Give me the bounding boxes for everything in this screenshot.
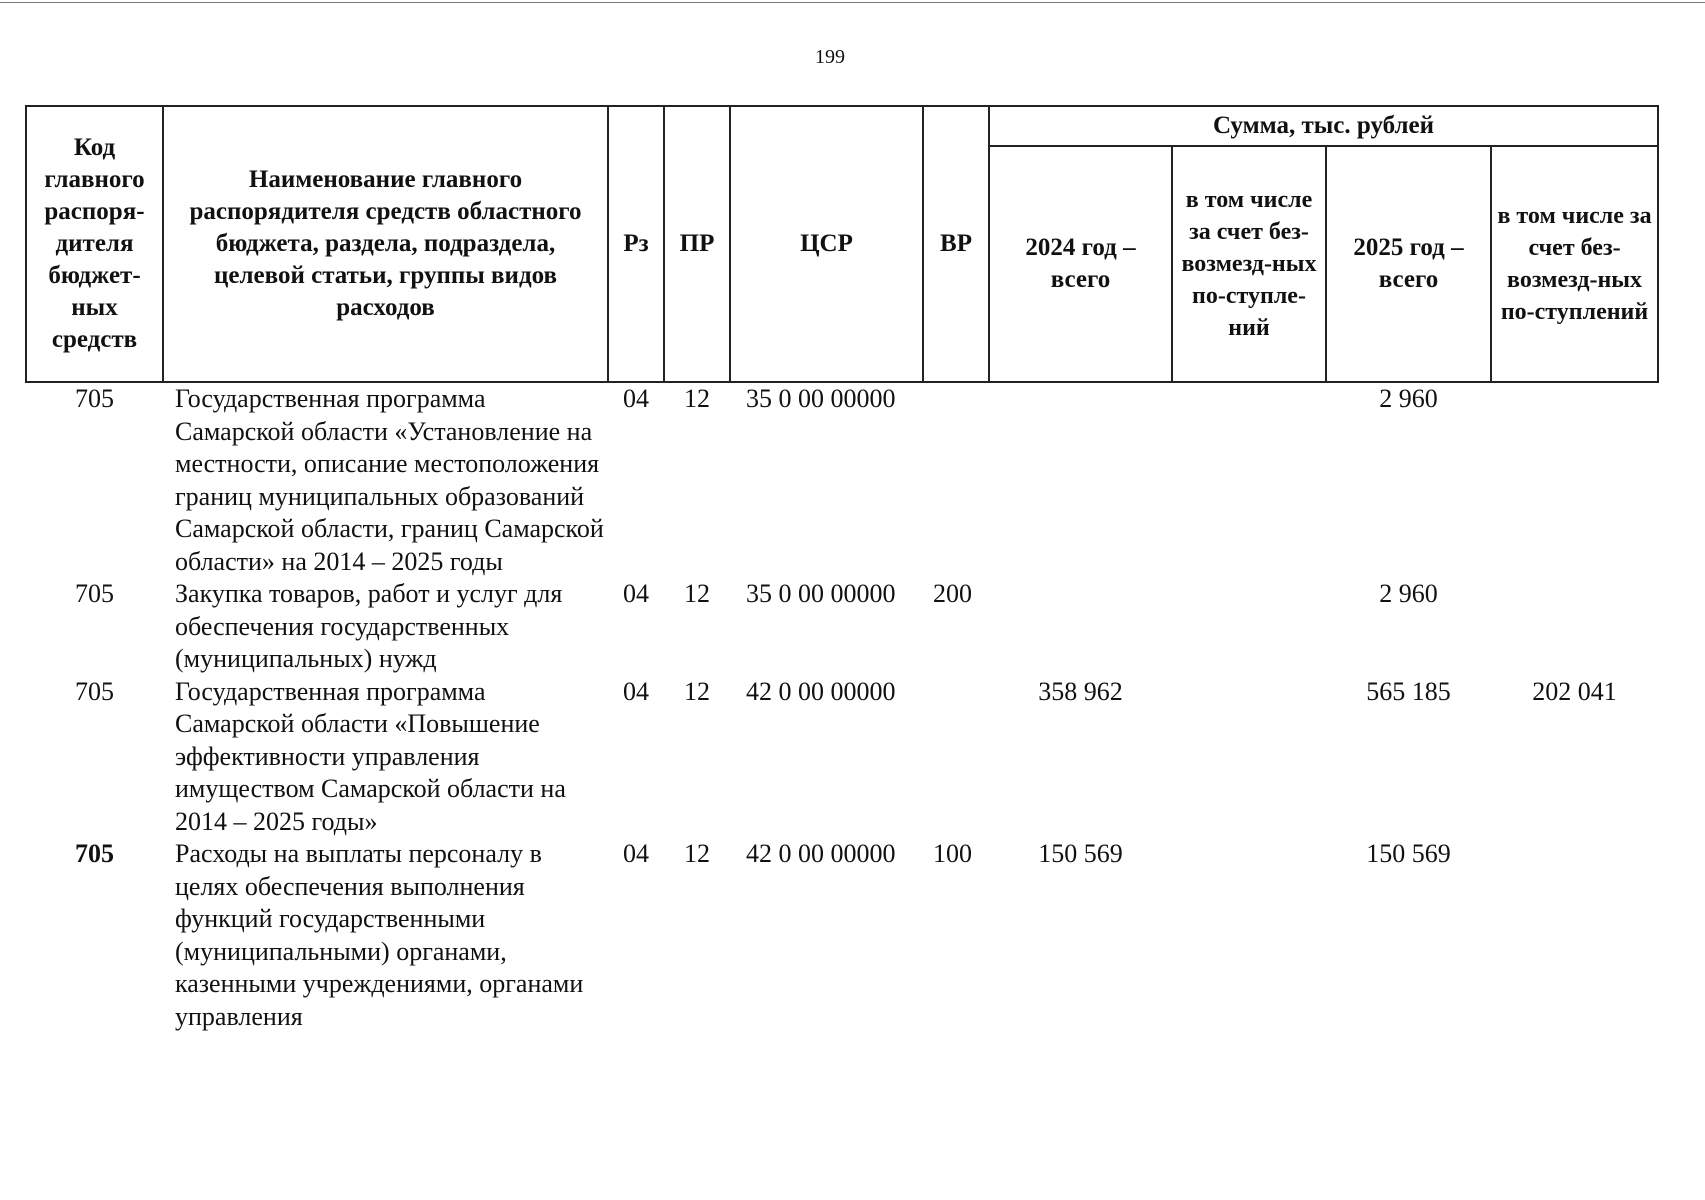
header-2025-total: 2025 год – всего [1326,146,1491,382]
page-number: 199 [815,46,845,68]
cell-2025-total: 2 960 [1379,579,1438,608]
cell-pr: 12 [684,676,710,706]
header-sum-group: Сумма, тыс. рублей [989,106,1658,146]
cell-name: Расходы на выплаты персоналу в целях обеспечения выполнения функций государственными (муниципальными) органами, казенными учреждениями, органами управления [175,839,584,1031]
cell-code: 705 [75,676,114,706]
table-row [26,382,1658,578]
cell-2024-total [989,382,1172,578]
cell-csr: 35 0 00 00000 [746,384,896,413]
cell-2025-total: 2 960 [1379,384,1438,413]
cell-2024-total: 358 962 [1038,676,1123,706]
table-body [26,382,1658,1033]
cell-name: Закупка товаров, работ и услуг для обеспечения государственных (муниципальных) нужд [175,579,563,673]
cell-rz: 04 [623,839,649,868]
budget-table [25,105,1659,1033]
cell-2025-free: 202 041 [1532,676,1617,706]
header-2025-free: в том числе за счет без-возмезд-ных по-ступлений [1491,146,1658,382]
cell-2025-free [1491,382,1658,578]
cell-csr: 35 0 00 00000 [746,579,896,608]
cell-2024-total: 150 569 [1038,839,1123,868]
cell-pr: 12 [684,839,710,868]
cell-rz: 04 [623,579,649,608]
cell-rz: 04 [623,384,649,413]
cell-2025-total: 565 185 [1366,676,1451,706]
cell-2025-free [1491,578,1658,676]
cell-2025-total: 150 569 [1366,839,1451,868]
table-row [26,578,1658,676]
header-vr: ВР [923,106,989,382]
cell-2025-free [1491,838,1658,1033]
header-csr: ЦСР [730,106,923,382]
cell-code: 705 [75,579,114,608]
header-2024-total: 2024 год – всего [989,146,1172,382]
cell-2024-total [989,578,1172,676]
cell-rz: 04 [623,676,649,706]
cell-2024-free [1172,676,1326,839]
cell-csr: 42 0 00 00000 [746,839,896,868]
table-header [26,106,1658,382]
cell-2024-free [1172,578,1326,676]
header-name: Наименование главного распорядителя средств областного бюджета, раздела, подраздела, целевой статьи, группы видов расходов [163,106,608,382]
cell-name: Государственная программа Самарской области «Повышение эффективности управления имуществом Самарской области на 2014 – 2025 годы» [175,676,566,836]
cell-name: Государственная программа Самарской области «Установление на местности, описание местоположения границ муниципальных образований Самарской области, границ Самарской области» на 2014 – 2025 годы [175,384,604,576]
top-rule [0,2,1705,3]
cell-vr [923,676,989,839]
cell-vr [923,382,989,578]
cell-code: 705 [75,839,114,868]
cell-2024-free [1172,838,1326,1033]
header-code: Код главного распоря-дителя бюджет-ных средств [26,106,163,382]
header-2024-free: в том числе за счет без-возмезд-ных по-ступле-ний [1172,146,1326,382]
cell-vr: 200 [933,579,972,608]
header-rz: Рз [608,106,664,382]
cell-vr: 100 [933,839,972,868]
cell-2024-free [1172,382,1326,578]
table-row [26,838,1658,1033]
cell-csr: 42 0 00 00000 [746,676,896,706]
cell-code: 705 [75,384,114,413]
cell-pr: 12 [684,384,710,413]
cell-pr: 12 [684,579,710,608]
header-pr: ПР [664,106,730,382]
table-row [26,676,1658,839]
